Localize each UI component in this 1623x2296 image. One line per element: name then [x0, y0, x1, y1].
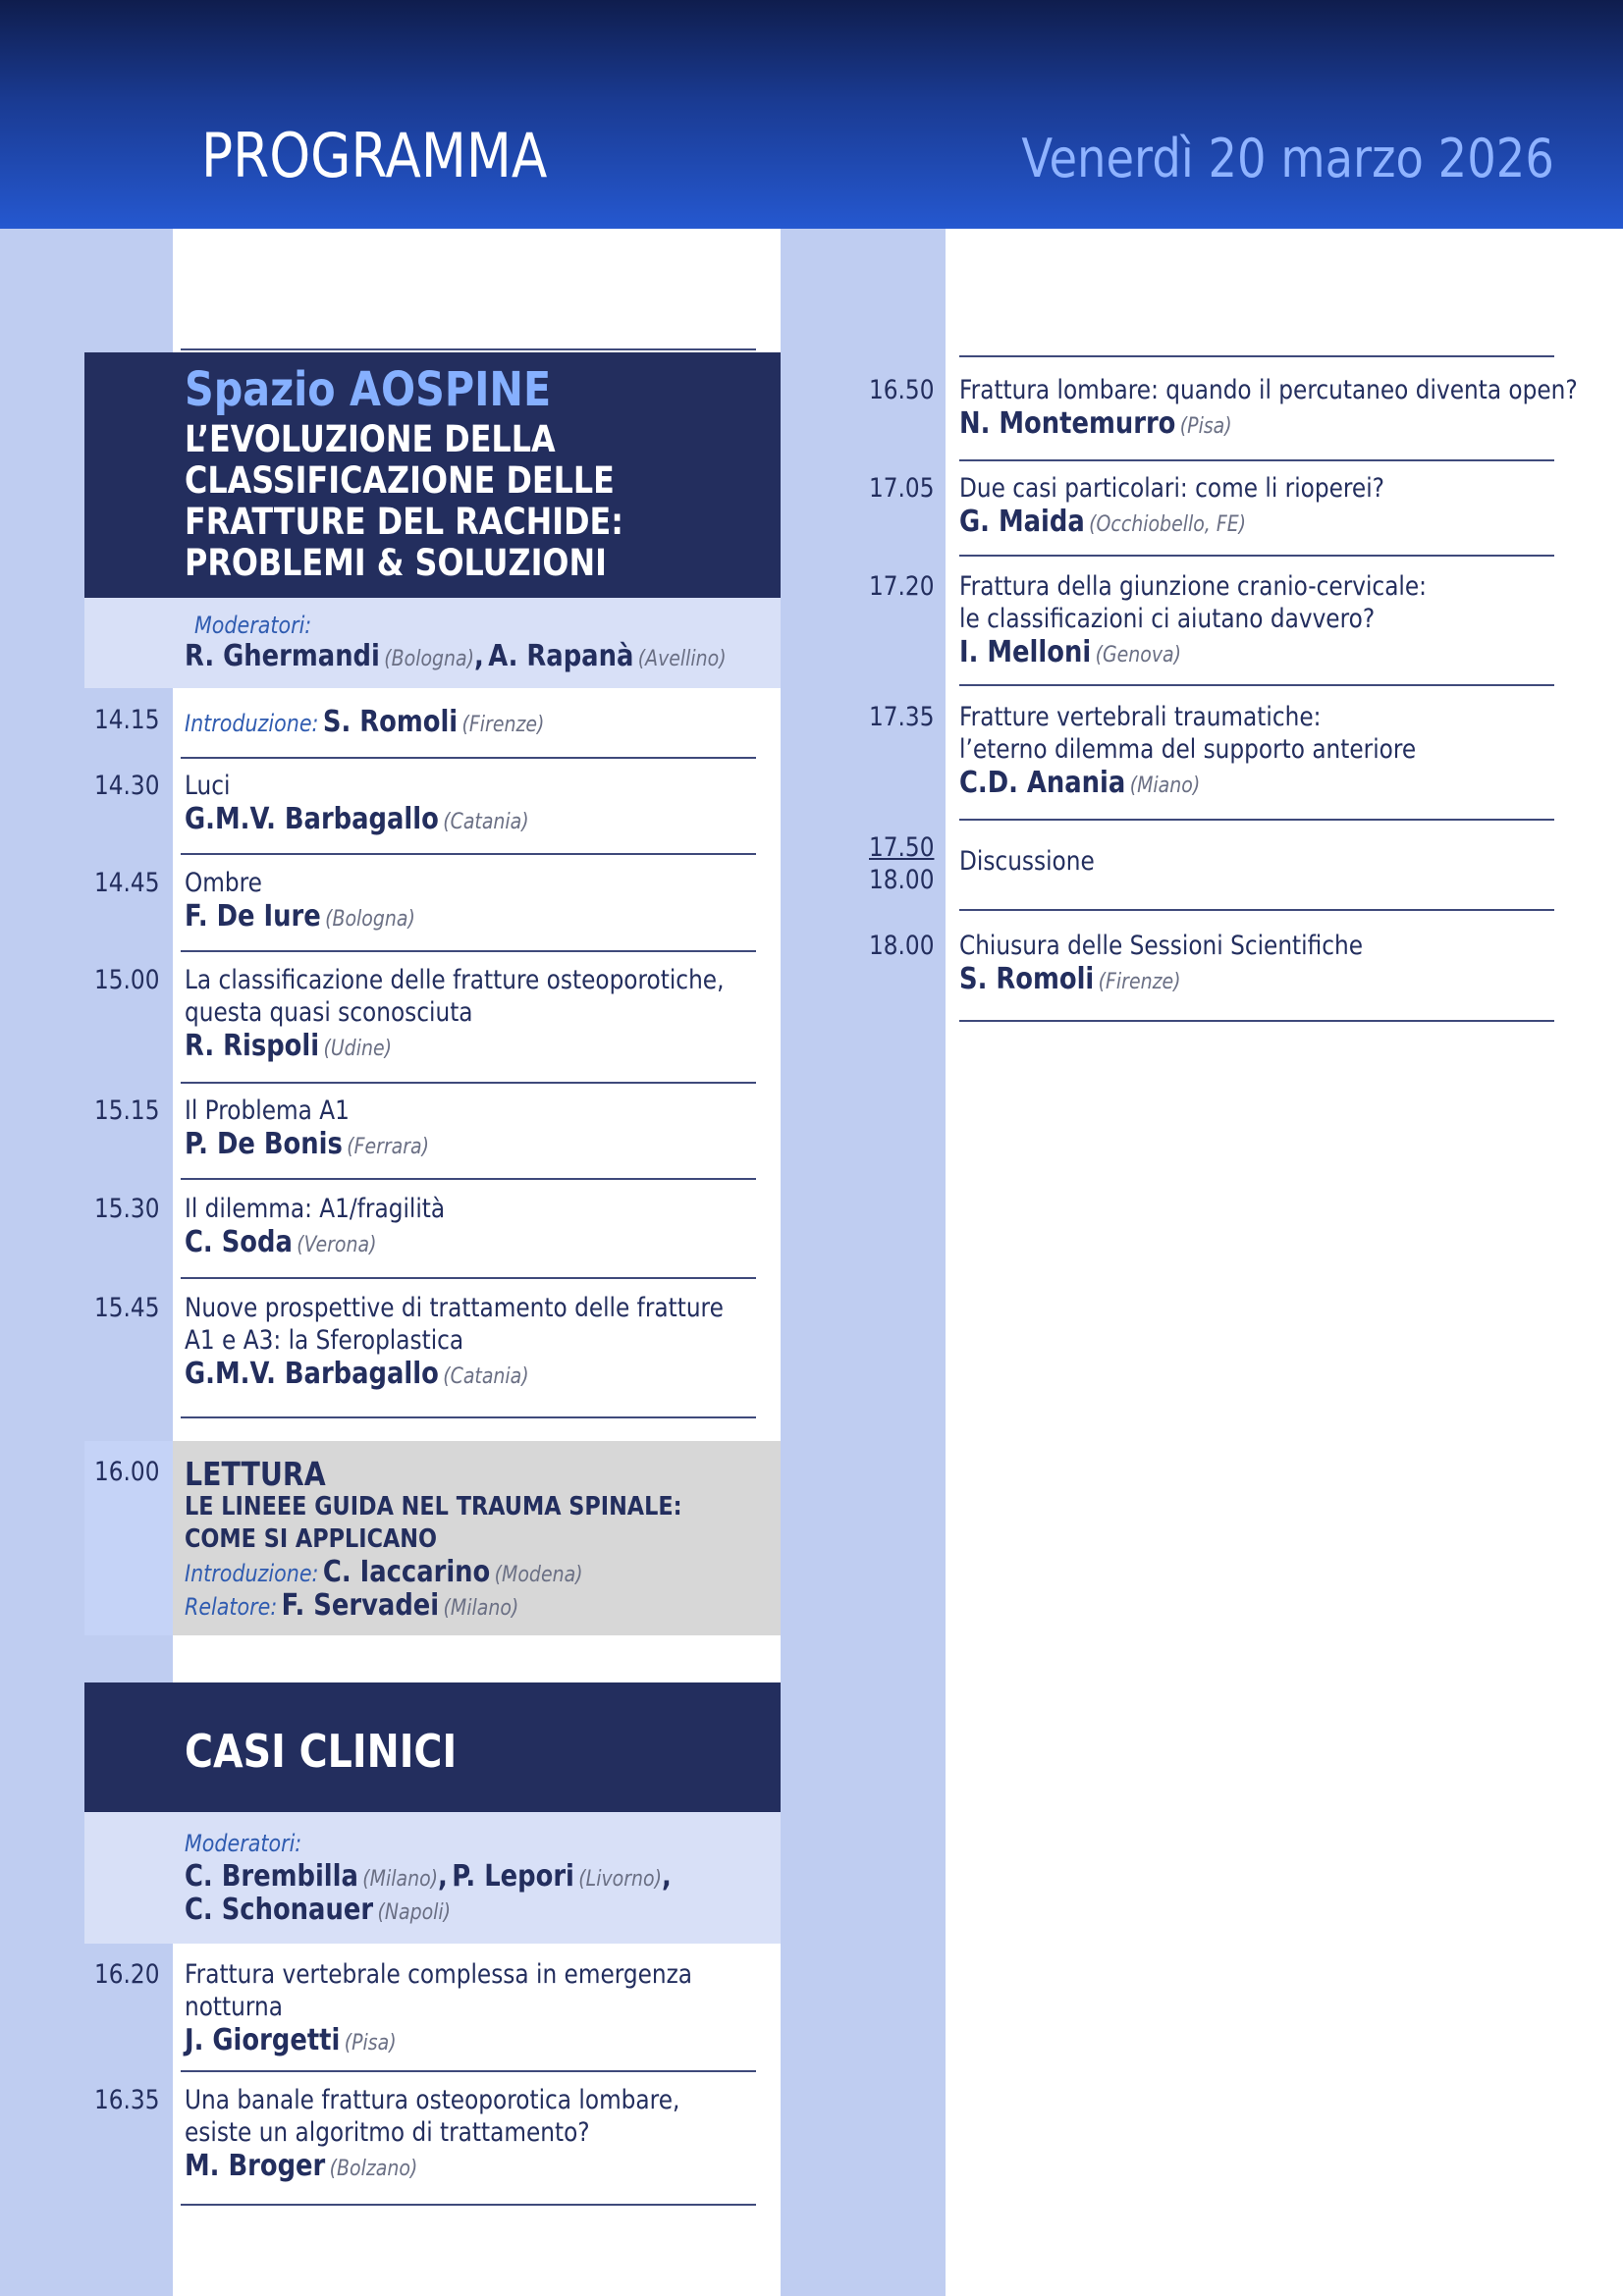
session-title: questa quasi sconosciuta — [185, 997, 473, 1028]
discussion-time-start: 17.50 — [869, 832, 935, 863]
lettura-block — [173, 1441, 781, 1635]
divider — [181, 2070, 756, 2072]
moderator-city: (Avellino) — [637, 647, 727, 671]
speaker-city: (Modena) — [494, 1563, 583, 1587]
separator: , — [661, 1859, 672, 1894]
divider — [181, 853, 756, 855]
divider — [959, 1020, 1554, 1022]
speaker-line — [959, 635, 1217, 669]
session-time: 17.05 — [869, 473, 935, 504]
divider — [959, 459, 1554, 461]
session-time: 15.15 — [94, 1095, 160, 1126]
divider — [959, 555, 1554, 557]
speaker-line — [185, 1029, 425, 1063]
speaker-city: (Miano) — [1129, 774, 1201, 798]
speaker-line — [185, 2023, 431, 2057]
lettura-title: LETTURA — [185, 1455, 326, 1493]
session-title: l’eterno dilemma del supporto anteriore — [959, 734, 1417, 765]
moderator-name: R. Ghermandi — [185, 639, 380, 673]
session-time: 15.30 — [94, 1194, 160, 1224]
speaker-name: G.M.V. Barbagallo — [185, 1357, 439, 1391]
session-time: 18.00 — [869, 931, 935, 961]
speaker-city: (Udine) — [323, 1037, 392, 1061]
section-kicker: Spazio AOSPINE — [185, 362, 552, 417]
speaker-line — [185, 899, 453, 934]
speaker-line — [185, 1127, 469, 1161]
speaker-line — [959, 406, 1276, 441]
session-time: 14.45 — [94, 868, 160, 898]
divider — [181, 757, 756, 759]
session-title: Due casi particolari: come li rioperei? — [959, 473, 1384, 504]
speaker-city: (Firenze) — [1098, 970, 1181, 994]
moderator-city: (Napoli) — [377, 1900, 452, 1925]
section-title-line: FRATTURE DEL RACHIDE: — [185, 501, 624, 543]
middle-band — [781, 229, 946, 2296]
session-time: 15.45 — [94, 1293, 160, 1323]
speaker-line — [185, 802, 585, 836]
moderators-label: Moderatori: — [185, 1830, 302, 1857]
page-header — [0, 0, 1623, 229]
section-header-aospine — [84, 352, 781, 598]
session-time: 14.30 — [94, 771, 160, 801]
page-title: PROGRAMMA — [201, 120, 548, 191]
session-title: Nuove prospettive di trattamento delle fratture — [185, 1293, 724, 1323]
session-time: 16.00 — [94, 1457, 160, 1487]
session-title: Fratture vertebrali traumatiche: — [959, 702, 1322, 732]
speaker-name: G.M.V. Barbagallo — [185, 802, 439, 836]
section-title-line: L’EVOLUZIONE DELLA — [185, 418, 556, 460]
lettura-subtitle-line: COME SI APPLICANO — [185, 1524, 438, 1554]
speaker-line — [959, 505, 1293, 539]
speaker-name: P. De Bonis — [185, 1127, 343, 1161]
divider — [959, 909, 1554, 911]
speaker-city: (Catania) — [443, 810, 529, 834]
speaker-name: C. Soda — [185, 1225, 293, 1259]
moderators-label: Moderatori: — [194, 612, 312, 639]
discussion-label: Discussione — [959, 846, 1095, 877]
moderator-name: C. Brembilla — [185, 1859, 358, 1894]
speaker-name: F. De Iure — [185, 899, 321, 934]
session-title: Frattura lombare: quando il percutaneo diventa open? — [959, 375, 1578, 405]
speaker-name: G. Maida — [959, 505, 1085, 539]
divider — [181, 2204, 756, 2206]
session-title: Frattura della giunzione cranio-cervicale: — [959, 571, 1427, 602]
session-title: Una banale frattura osteoporotica lombare, — [185, 2085, 680, 2115]
session-title: A1 e A3: la Sferoplastica — [185, 1325, 464, 1356]
session-time: 14.15 — [94, 705, 160, 735]
divider — [181, 1082, 756, 1084]
section-header-casi-clinici — [84, 1682, 781, 1812]
session-time: 16.50 — [869, 375, 935, 405]
speaker-city: (Firenze) — [461, 713, 545, 737]
speaker-name: C. Iaccarino — [322, 1555, 491, 1589]
speaker-city: (Pisa) — [1179, 414, 1232, 439]
speaker-line — [959, 766, 1239, 800]
moderator-city: (Livorno) — [578, 1867, 662, 1892]
divider — [181, 1277, 756, 1279]
speaker-name: I. Melloni — [959, 635, 1092, 669]
section-title-line: CLASSIFICAZIONE DELLE — [185, 459, 615, 502]
moderator-city: (Milano) — [362, 1867, 439, 1892]
session-title: Il Problema A1 — [185, 1095, 350, 1126]
speaker-city: (Bologna) — [325, 907, 415, 932]
moderator-city: (Bologna) — [384, 647, 475, 671]
moderators-box-casi — [84, 1812, 781, 1944]
speaker-name: F. Servadei — [281, 1588, 440, 1623]
moderator-name: P. Lepori — [452, 1859, 574, 1894]
speaker-name: S. Romoli — [959, 962, 1095, 996]
divider — [181, 348, 756, 350]
lettura-time-cell — [84, 1441, 173, 1635]
intro-label: Introduzione: — [185, 1560, 319, 1587]
lettura-subtitle-line: LE LINEEE GUIDA NEL TRAUMA SPINALE: — [185, 1492, 682, 1522]
speaker-city: (Catania) — [443, 1364, 529, 1389]
speaker-name: C.D. Anania — [959, 766, 1126, 800]
session-title: le classificazioni ci aiutano davvero? — [959, 604, 1376, 634]
session-title: notturna — [185, 1992, 283, 2022]
session-time: 17.20 — [869, 571, 935, 602]
session-title: Chiusura delle Sessioni Scientifiche — [959, 931, 1363, 961]
speaker-city: (Milano) — [443, 1596, 519, 1621]
session-title: esiste un algoritmo di trattamento? — [185, 2117, 590, 2148]
divider — [181, 1416, 756, 1418]
discussion-time-end: 18.00 — [869, 865, 935, 895]
speaker-line — [185, 705, 603, 739]
divider — [181, 950, 756, 952]
speaker-city: (Pisa) — [344, 2031, 397, 2056]
separator: , — [438, 1859, 448, 1894]
session-title: Ombre — [185, 868, 262, 898]
event-date: Venerdì 20 marzo 2026 — [1021, 128, 1554, 189]
speaker-city: (Occhiobello, FE) — [1089, 512, 1247, 537]
moderators-box-aospine — [84, 598, 781, 688]
speaker-name: M. Broger — [185, 2149, 326, 2183]
speaker-line — [185, 2149, 456, 2183]
session-title: Il dilemma: A1/fragilità — [185, 1194, 446, 1224]
divider — [959, 819, 1554, 821]
divider — [959, 684, 1554, 686]
speaker-line — [185, 1225, 407, 1259]
speaker-city: (Verona) — [297, 1233, 377, 1257]
separator: , — [474, 639, 484, 673]
session-time: 16.35 — [94, 2085, 160, 2115]
speaker-line — [185, 1357, 585, 1391]
session-time: 15.00 — [94, 965, 160, 995]
session-title: Frattura vertebrale complessa in emergenza — [185, 1959, 693, 1990]
speaker-name: S. Romoli — [322, 705, 459, 739]
speaker-city: (Genova) — [1095, 643, 1181, 667]
divider — [959, 355, 1554, 357]
speaker-name: R. Rispoli — [185, 1029, 320, 1063]
speaker-name: N. Montemurro — [959, 406, 1176, 441]
session-title: La classificazione delle fratture osteoporotiche, — [185, 965, 725, 995]
session-time: 16.20 — [94, 1959, 160, 1990]
moderator-name: C. Schonauer — [185, 1893, 374, 1927]
section-title-line: PROBLEMI & SOLUZIONI — [185, 542, 607, 584]
speaker-city: (Ferrara) — [347, 1135, 430, 1159]
speaker-label: Relatore: — [185, 1593, 278, 1621]
session-title: Luci — [185, 771, 231, 801]
intro-label: Introduzione: — [185, 710, 319, 737]
divider — [181, 1178, 756, 1180]
speaker-name: J. Giorgetti — [185, 2023, 341, 2057]
section-title: CASI CLINICI — [185, 1725, 458, 1778]
session-time: 17.35 — [869, 702, 935, 732]
moderator-name: A. Rapanà — [488, 639, 634, 673]
speaker-city: (Bolzano) — [329, 2157, 418, 2181]
